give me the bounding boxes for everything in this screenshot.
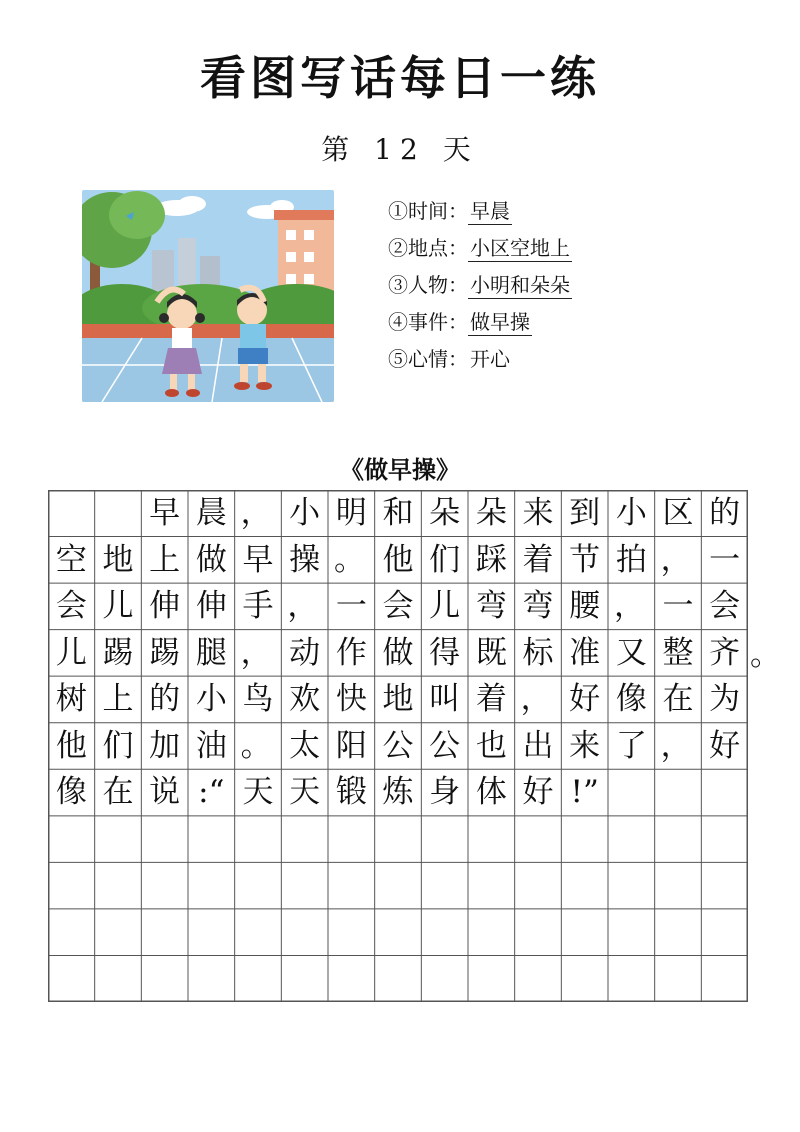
grid-cell <box>701 862 748 909</box>
grid-cell: ， <box>240 495 272 531</box>
grid-cell <box>95 862 142 909</box>
grid-cell: 像 <box>55 774 87 811</box>
grid-cell: 着 <box>522 541 554 578</box>
grid-cell: 踢 <box>102 634 134 671</box>
info-label: ②地点： <box>388 236 468 260</box>
grid-cell <box>328 909 375 956</box>
overflow-punctuation: 。 <box>750 637 781 673</box>
grid-cell: 儿 <box>429 588 461 625</box>
grid-cell: 在 <box>102 774 134 811</box>
grid-cell <box>235 816 282 863</box>
grid-cell <box>468 909 515 956</box>
grid-cell <box>375 816 422 863</box>
grid-cell <box>375 955 422 1002</box>
grid-cell: 朵 <box>475 495 507 531</box>
grid-cell: 身 <box>429 774 461 811</box>
grid-cell: 踢 <box>149 634 181 671</box>
info-label: ③人物： <box>388 273 468 297</box>
grid-cell: 炼 <box>382 774 414 811</box>
grid-cell <box>188 816 235 863</box>
grid-cell <box>468 955 515 1002</box>
grid-cell: 做 <box>195 541 227 578</box>
grid-cell: 做 <box>382 634 414 671</box>
grid-cell: 标 <box>522 634 554 671</box>
info-label: ④事件： <box>388 310 468 334</box>
grid-cell <box>375 909 422 956</box>
grid-cell: 他 <box>382 541 414 578</box>
grid-cell <box>515 816 562 863</box>
grid-cell <box>48 816 95 863</box>
grid-cell: 像 <box>615 681 647 718</box>
grid-cell <box>561 816 608 863</box>
grid-cell: 小 <box>289 495 321 531</box>
grid-cell <box>328 862 375 909</box>
grid-cell: 区 <box>662 495 694 531</box>
grid-cell <box>328 955 375 1002</box>
grid-cell: 快 <box>335 681 367 718</box>
grid-cell <box>655 816 702 863</box>
grid-cell <box>48 909 95 956</box>
grid-cell: 油 <box>195 727 227 764</box>
info-value: 小明和朵朵 <box>470 273 570 297</box>
grid-cell: ， <box>240 634 272 671</box>
grid-cell: 好 <box>709 727 741 764</box>
grid-cell: 们 <box>429 541 461 578</box>
grid-cell <box>141 909 188 956</box>
grid-cell <box>141 862 188 909</box>
grid-cell <box>515 862 562 909</box>
grid-cell: 空 <box>55 541 87 578</box>
grid-cell: 又 <box>615 634 647 671</box>
grid-cell <box>141 816 188 863</box>
grid-cell: ， <box>660 727 692 764</box>
grid-cell <box>281 955 328 1002</box>
grid-cell: 锻 <box>335 774 367 811</box>
grid-cell: 伸 <box>195 588 227 625</box>
grid-cell: 树 <box>55 681 87 718</box>
grid-cell: 会 <box>382 588 414 625</box>
grid-cell: 上 <box>102 681 134 718</box>
grid-cell <box>655 909 702 956</box>
grid-cell: 加 <box>149 727 181 764</box>
grid-cell: ， <box>614 588 645 625</box>
grid-cell <box>48 862 95 909</box>
grid-cell <box>188 955 235 1002</box>
grid-cell: 来 <box>522 495 554 531</box>
info-value: 做早操 <box>470 310 530 334</box>
info-item-mood <box>388 343 748 380</box>
grid-cell <box>95 955 142 1002</box>
grid-cell: 。 <box>334 541 365 578</box>
grid-cell: 在 <box>662 681 694 718</box>
grid-cell: 地 <box>382 681 414 718</box>
grid-cell: 小 <box>615 495 647 531</box>
grid-cell <box>608 816 655 863</box>
grid-cell: 弯 <box>522 588 554 625</box>
grid-cell: 弯 <box>475 588 507 625</box>
grid-cell <box>95 816 142 863</box>
info-value: 开心 <box>470 347 510 371</box>
grid-cell: 伸 <box>149 588 181 625</box>
page-title: 看图写话每日一练 <box>200 51 600 105</box>
grid-cell: 一 <box>335 588 367 625</box>
grid-cell: 上 <box>149 541 181 578</box>
grid-cell <box>701 955 748 1002</box>
grid-cell: 既 <box>475 634 507 671</box>
grid-cell <box>701 816 748 863</box>
grid-cell: 腰 <box>569 588 601 625</box>
grid-cell: ， <box>520 681 552 718</box>
grid-cell <box>468 862 515 909</box>
info-value: 小区空地上 <box>470 236 570 260</box>
grid-cell <box>95 909 142 956</box>
info-item-place <box>388 232 748 269</box>
grid-cell: 体 <box>475 774 507 811</box>
grid-cell: ， <box>660 541 692 578</box>
grid-cell <box>701 769 748 816</box>
writing-grid <box>48 490 748 1002</box>
grid-cell: 出 <box>522 727 554 764</box>
grid-cell: 儿 <box>55 634 87 671</box>
grid-cell: 了 <box>615 727 647 764</box>
grid-cell: 天 <box>289 774 321 811</box>
grid-cell <box>561 862 608 909</box>
info-item-event <box>388 306 748 343</box>
grid-cell: 儿 <box>102 588 134 625</box>
grid-cell: 拍 <box>615 541 647 578</box>
grid-cell <box>421 909 468 956</box>
grid-cell: 一 <box>662 588 694 625</box>
info-label: ①时间： <box>388 199 468 223</box>
grid-cell: 为 <box>709 681 741 718</box>
grid-cell <box>188 862 235 909</box>
grid-cell <box>328 816 375 863</box>
grid-cell: 太 <box>289 727 321 764</box>
grid-cell: 操 <box>289 541 321 578</box>
grid-cell: :“ <box>198 774 225 811</box>
grid-cell <box>281 862 328 909</box>
grid-cell: 叫 <box>429 681 461 718</box>
info-value: 早晨 <box>470 199 510 223</box>
grid-cell <box>608 862 655 909</box>
grid-cell: 早 <box>242 541 274 578</box>
grid-cell: 的 <box>709 495 741 531</box>
grid-cell <box>141 955 188 1002</box>
grid-cell: 早 <box>149 495 181 531</box>
grid-cell: 的 <box>149 681 181 718</box>
grid-cell: 欢 <box>289 681 321 718</box>
illustration <box>82 190 334 402</box>
grid-cell: 着 <box>475 681 507 718</box>
grid-cell <box>95 490 142 537</box>
grid-cell: 。 <box>240 727 272 764</box>
grid-cell: !” <box>570 774 599 811</box>
day-label: 第 12 天 <box>321 133 479 166</box>
grid-cell: 会 <box>55 588 87 625</box>
grid-cell <box>561 909 608 956</box>
grid-cell <box>655 862 702 909</box>
grid-cell <box>701 909 748 956</box>
grid-cell: 晨 <box>195 495 227 531</box>
info-label: ⑤心情： <box>388 347 468 371</box>
info-item-people <box>388 269 748 306</box>
grid-cell: 齐 <box>709 634 741 671</box>
grid-cell: ， <box>287 588 319 625</box>
grid-cell <box>608 909 655 956</box>
grid-cell: 会 <box>709 588 741 625</box>
grid-cell <box>468 816 515 863</box>
kids-exercising-illustration <box>82 190 334 402</box>
grid-cell: 们 <box>102 727 134 764</box>
grid-cell <box>188 909 235 956</box>
grid-cell: 动 <box>289 634 321 671</box>
grid-cell: 天 <box>242 774 274 811</box>
grid-cell <box>235 862 282 909</box>
grid-cell: 好 <box>522 774 554 811</box>
grid-cell: 小 <box>195 681 227 718</box>
grid-cell: 踩 <box>475 541 507 578</box>
grid-cell: 也 <box>475 727 507 764</box>
grid-cell <box>655 769 702 816</box>
grid-cell <box>375 862 422 909</box>
grid-cell <box>281 816 328 863</box>
grid-cell: 得 <box>429 634 461 671</box>
grid-cell: 阳 <box>335 727 367 764</box>
grid-cell: 朵 <box>429 495 461 531</box>
info-list <box>388 195 748 380</box>
grid-cell: 腿 <box>195 634 227 671</box>
grid-cell <box>48 490 95 537</box>
grid-cell: 整 <box>662 634 694 671</box>
grid-cell: 公 <box>429 727 461 764</box>
grid-cell: 说 <box>149 774 181 811</box>
grid-cell: 明 <box>335 495 367 531</box>
grid-cell <box>608 955 655 1002</box>
grid-cell <box>235 955 282 1002</box>
info-item-time <box>388 195 748 232</box>
grid-cell: 鸟 <box>242 681 274 718</box>
grid-cell <box>421 862 468 909</box>
grid-cell <box>515 955 562 1002</box>
grid-cell: 和 <box>382 495 414 531</box>
grid-cell <box>281 909 328 956</box>
grid-cell: 来 <box>569 727 601 764</box>
grid-cell <box>421 816 468 863</box>
grid-cell <box>421 955 468 1002</box>
grid-cell <box>608 769 655 816</box>
grid-cell: 节 <box>569 541 601 578</box>
essay-title: 《做早操》 <box>340 455 460 484</box>
grid-cell <box>235 909 282 956</box>
grid-cell <box>655 955 702 1002</box>
grid-cell: 到 <box>569 495 601 531</box>
grid-cell <box>48 955 95 1002</box>
grid-cell <box>515 909 562 956</box>
grid-cell: 他 <box>55 727 87 764</box>
grid-cell: 准 <box>569 634 601 671</box>
grid-cell: 公 <box>382 727 414 764</box>
grid-cell: 手 <box>242 588 274 625</box>
grid-cell: 作 <box>335 634 367 671</box>
grid-cell: 地 <box>102 541 134 578</box>
grid-cell <box>561 955 608 1002</box>
grid-cell: 好 <box>569 681 601 718</box>
grid-cell: 一 <box>709 541 741 578</box>
